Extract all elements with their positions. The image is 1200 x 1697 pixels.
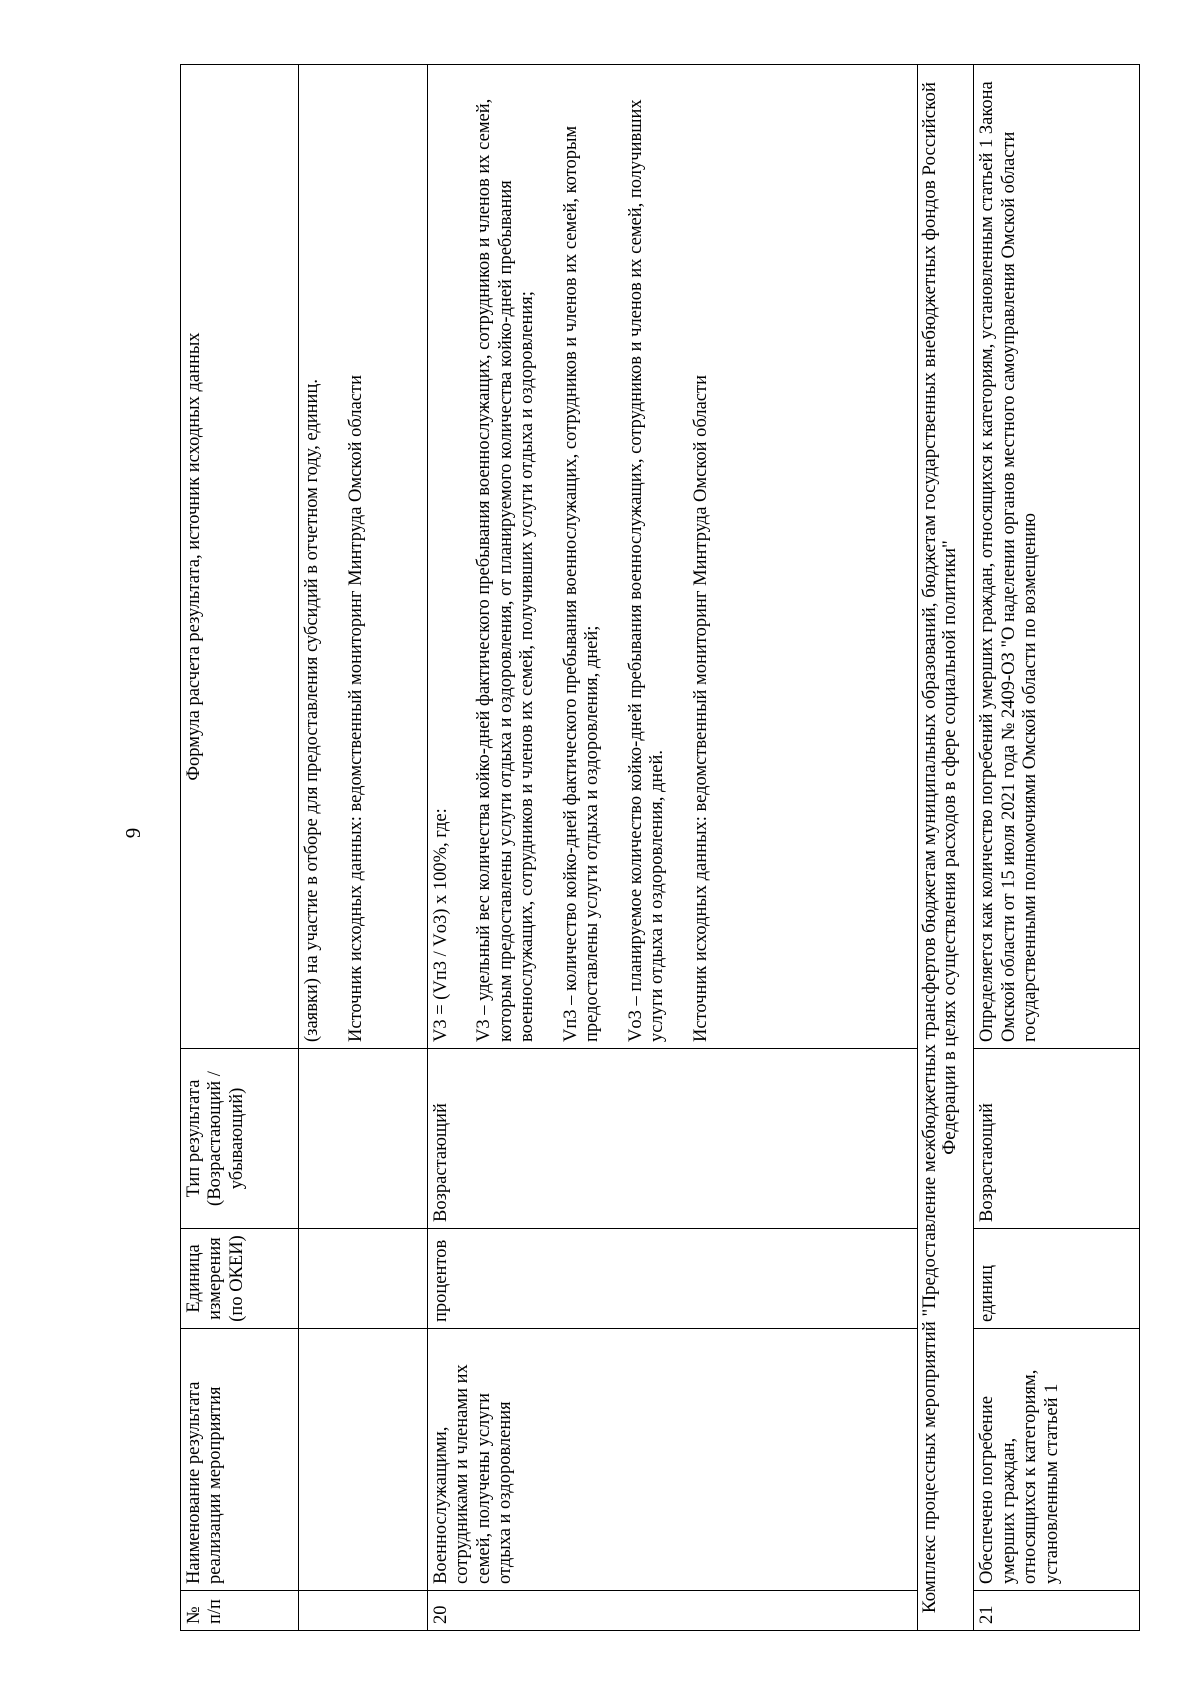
table-row-20	[428, 65, 918, 1631]
section-heading: Комплекс процессных мероприятий "Предоставление межбюджетных трансфертов бюджетам муниципальных образований, бюджетам государственных внебюджетных фондов Российской Федерации в целях осуществления расходов в сфере социальной политики"	[918, 65, 974, 1631]
data-source-text: Источник исходных данных: ведомственный мониторинг Минтруда Омской области	[345, 375, 366, 1042]
page-number: 9	[121, 827, 145, 839]
header-result-name: Наименование результата реализации мероприятия	[181, 1329, 299, 1591]
cell-formula	[299, 65, 428, 1049]
cell-unit	[299, 1229, 428, 1329]
table-header-row	[181, 65, 299, 1631]
formula-definition-vp3: Vп3 – количество койко-дней фактического пребывания военнослужащих, сотрудников и членов их семей, которым предоставлены услуги отдыха и оздоровления, дней;	[560, 125, 603, 1042]
cell-formula: Определяется как количество погребений умерших граждан, относящихся к категориям, установленным статьей 1 Закона Омской области от 15 июля 2021 года № 2409-ОЗ "О наделении органов местного самоуправления Омской области государственными полномочиями Омской области по возмещению	[974, 65, 1140, 1049]
cell-result-type: Возрастающий	[974, 1049, 1140, 1229]
section-heading-row	[918, 65, 974, 1631]
formula-definition-v3: V3 – удельный вес количества койко-дней фактического пребывания военнослужащих, сотрудников и членов их семей, которым предоставлены услуги отдыха и оздоровления, от планируемого количества койко-дней пребывания военнослужащих, сотрудников и членов их семей, получивших услуги отдыха и оздоровления;	[474, 98, 538, 1042]
cell-number: 20	[428, 1591, 918, 1631]
header-result-type: Тип результата (Возрастающий /убывающий)	[181, 1049, 299, 1229]
header-unit: Единица измерения (по ОКЕИ)	[181, 1229, 299, 1329]
cell-result-name: Военнослужащими, сотрудниками и членами их семей, получены услуги отдыха и оздоровления	[428, 1329, 918, 1591]
data-source-text: Источник исходных данных: ведомственный мониторинг Минтруда Омской области	[690, 375, 711, 1042]
table-row-continuation	[299, 65, 428, 1631]
formula-text: (заявки) на участие в отборе для предоставления субсидий в отчетном году, единиц.	[302, 379, 323, 1042]
cell-unit: процентов	[428, 1229, 918, 1329]
cell-result-name	[299, 1329, 428, 1591]
header-number: № п/п	[181, 1591, 299, 1631]
cell-number: 21	[974, 1591, 1140, 1631]
cell-unit: единиц	[974, 1229, 1140, 1329]
cell-formula	[428, 65, 918, 1049]
results-table	[180, 64, 1140, 1631]
formula-expression: V3 = (Vп3 / Vо3) x 100%, где:	[431, 808, 452, 1042]
formula-definition-vo3: Vо3 – планируемое количество койко-дней пребывания военнослужащих, сотрудников и членов их семей, получивших услуги отдыха и оздоровления, дней.	[625, 99, 668, 1042]
header-formula: Формула расчета результата, источник исходных данных	[181, 65, 299, 1049]
cell-result-type: Возрастающий	[428, 1049, 918, 1229]
cell-result-name: Обеспечено погребение умерших граждан, относящихся к категориям, установленным статьей 1	[974, 1329, 1140, 1591]
cell-result-type	[299, 1049, 428, 1229]
cell-number	[299, 1591, 428, 1631]
table-row-21	[974, 65, 1140, 1631]
